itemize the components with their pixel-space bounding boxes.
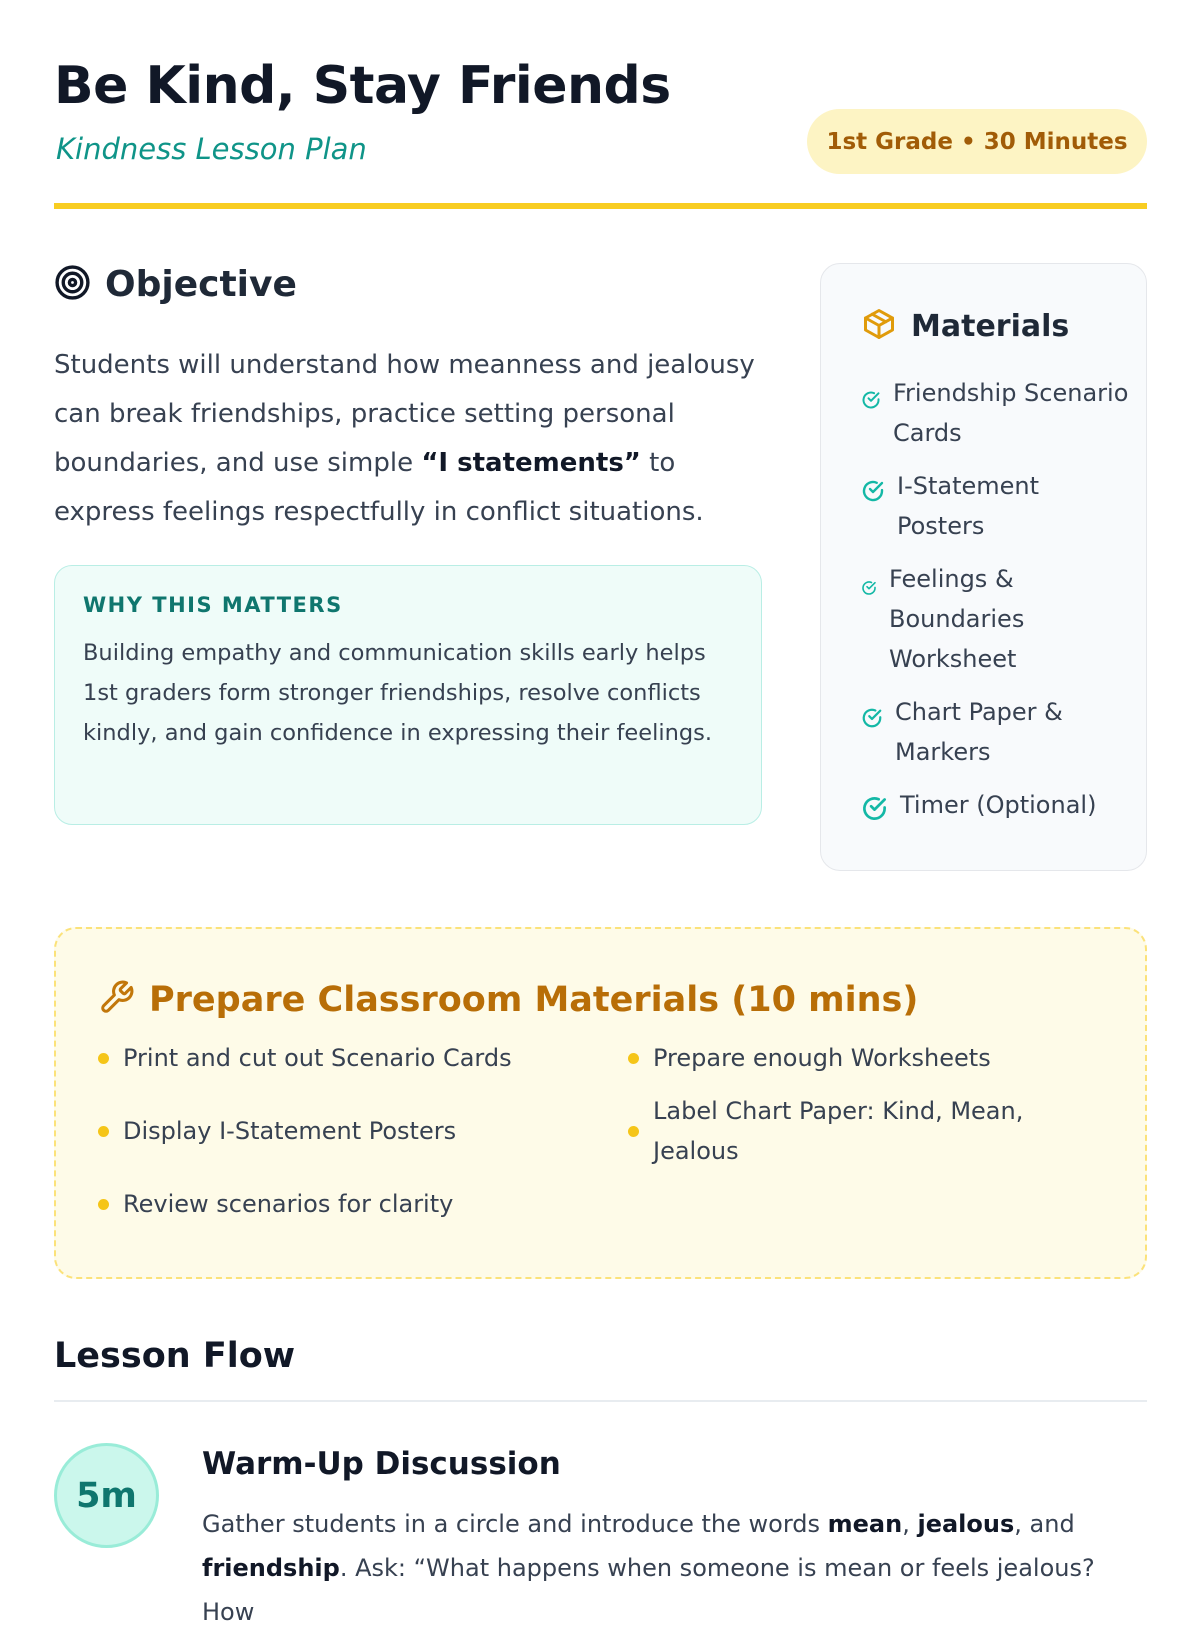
materials-header xyxy=(861,306,1069,346)
prepare-header xyxy=(98,979,918,1020)
target-icon xyxy=(54,264,91,305)
i-statements-emphasis: “I statements” xyxy=(421,448,641,478)
material-label: Timer (Optional) xyxy=(900,791,1097,819)
step-title: Warm-Up Discussion xyxy=(202,1446,561,1482)
why-this-matters-box xyxy=(54,565,762,825)
objective-text-part: Students will understand how meanness and jealousy can break friendships, practice setting personal boundaries, and use simple xyxy=(54,350,755,478)
material-item xyxy=(861,785,1131,834)
prepare-item xyxy=(628,1038,991,1078)
step-description xyxy=(202,1502,1147,1634)
check-circle-icon xyxy=(861,701,883,741)
bullet-dot xyxy=(628,1126,639,1137)
step-duration-badge: 5m xyxy=(54,1443,159,1548)
materials-list xyxy=(861,373,1131,847)
prepare-heading: Prepare Classroom Materials (10 mins) xyxy=(149,979,919,1020)
prepare-item xyxy=(98,1111,456,1151)
material-item xyxy=(861,559,1131,679)
step-text-part: , and xyxy=(1014,1510,1075,1538)
header-divider xyxy=(54,203,1147,209)
wrench-icon xyxy=(98,979,135,1020)
badge-separator: • xyxy=(960,128,976,155)
keyword-jealous: jealous xyxy=(917,1510,1015,1538)
material-label: Feelings & Boundaries Worksheet xyxy=(889,565,1025,673)
objective-heading: Objective xyxy=(105,264,297,305)
check-circle-icon xyxy=(861,568,877,608)
materials-card xyxy=(820,263,1147,871)
step-text-part: . Ask: “What happens when someone is mean or feels jealous? How xyxy=(202,1554,1095,1626)
prepare-item xyxy=(628,1091,1048,1171)
lesson-flow-heading: Lesson Flow xyxy=(54,1336,296,1376)
check-circle-icon xyxy=(861,475,885,515)
check-circle-icon xyxy=(861,794,888,834)
step-text-part: , xyxy=(902,1510,918,1538)
lesson-flow-divider xyxy=(54,1400,1147,1402)
prepare-item-label: Print and cut out Scenario Cards xyxy=(123,1044,512,1072)
prepare-item xyxy=(98,1038,512,1078)
grade-label: 1st Grade xyxy=(826,128,953,155)
bullet-dot xyxy=(98,1199,109,1210)
page-title: Be Kind, Stay Friends xyxy=(54,56,671,116)
prepare-item-label: Review scenarios for clarity xyxy=(123,1190,454,1218)
material-label: Chart Paper & Markers xyxy=(895,698,1063,766)
why-title: WHY THIS MATTERS xyxy=(83,593,343,617)
grade-duration-badge xyxy=(807,109,1147,174)
prepare-item-label: Prepare enough Worksheets xyxy=(653,1044,991,1072)
objective-text-part: to express feelings respectfully in conflict situations. xyxy=(54,448,704,527)
duration-label: 30 Minutes xyxy=(983,128,1128,155)
material-label: I-Statement Posters xyxy=(897,472,1040,540)
page-subtitle: Kindness Lesson Plan xyxy=(56,132,367,166)
check-circle-icon xyxy=(861,382,881,422)
package-icon xyxy=(861,306,897,346)
why-text: Building empathy and communication skills early helps 1st graders form stronger friendships, resolve conflicts kindly, and gain confidence in expressing their feelings. xyxy=(83,640,713,746)
materials-heading: Materials xyxy=(911,308,1070,344)
material-item xyxy=(861,692,1131,772)
bullet-dot xyxy=(98,1126,109,1137)
material-item xyxy=(861,373,1131,453)
keyword-friendship: friendship xyxy=(202,1554,340,1582)
prepare-materials-box xyxy=(54,927,1147,1279)
prepare-item-label: Label Chart Paper: Kind, Mean, Jealous xyxy=(653,1097,1024,1165)
bullet-dot xyxy=(98,1053,109,1064)
step-text-part: Gather students in a circle and introduce the words xyxy=(202,1510,828,1538)
keyword-mean: mean xyxy=(827,1510,903,1538)
material-label: Friendship Scenario Cards xyxy=(893,379,1129,447)
prepare-item xyxy=(98,1184,453,1224)
material-item xyxy=(861,466,1131,546)
objective-header xyxy=(54,264,297,305)
bullet-dot xyxy=(628,1053,639,1064)
objective-text xyxy=(54,341,774,537)
prepare-item-label: Display I-Statement Posters xyxy=(123,1117,457,1145)
